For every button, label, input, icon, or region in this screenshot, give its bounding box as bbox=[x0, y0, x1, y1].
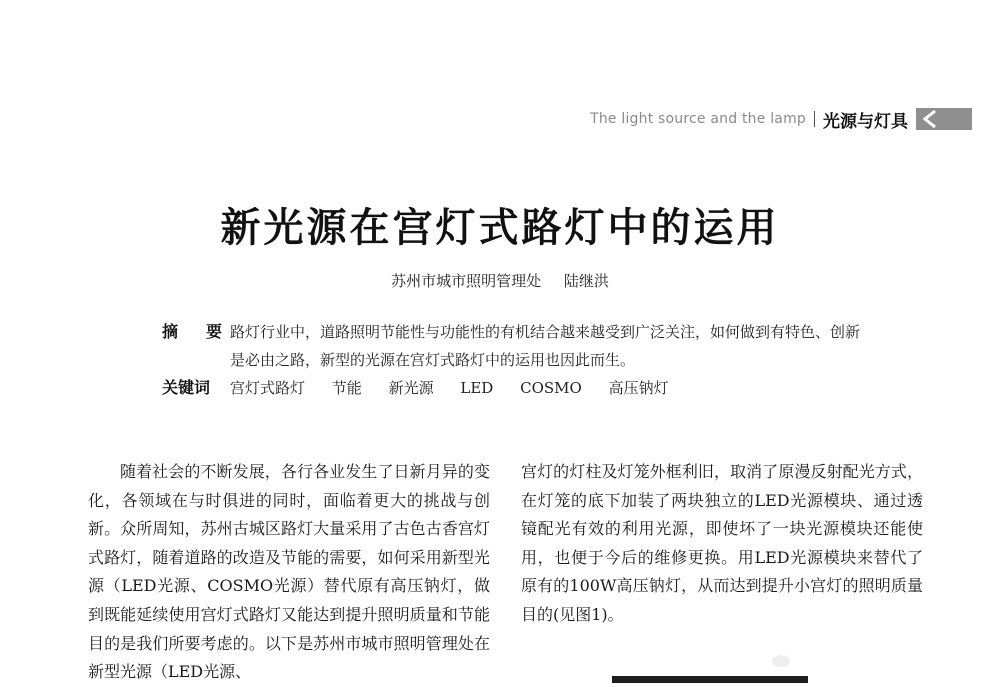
keyword: LED bbox=[460, 379, 494, 397]
author-affiliation: 苏州市城市照明管理处 bbox=[391, 272, 542, 290]
body-paragraph: 宫灯的灯柱及灯笼外框利旧，取消了原漫反射配光方式，在灯笼的底下加装了两块独立的LED光源模块、通过透镜配光有效的利用光源，即使坏了一块光源模块还能使用，也便于今后的维修更换。用LED光源模块来替代了原有的100W高压钠灯，从而达到提升小宫灯的照明质量目的(见图1)。 bbox=[521, 462, 923, 624]
section-title-chinese: 光源与灯具 bbox=[823, 111, 908, 132]
body-column-left bbox=[88, 458, 490, 687]
keywords-row bbox=[162, 374, 862, 402]
abstract-row bbox=[162, 318, 862, 374]
chevron-left-icon bbox=[920, 109, 940, 129]
keyword: COSMO bbox=[520, 379, 582, 397]
keyword: 宫灯式路灯 bbox=[230, 379, 306, 397]
keyword: 高压钠灯 bbox=[608, 379, 669, 397]
abstract-block bbox=[162, 318, 862, 402]
figure-1-top-edge bbox=[612, 676, 808, 683]
running-header bbox=[590, 106, 972, 132]
keyword: 新光源 bbox=[388, 379, 434, 397]
keyword: 节能 bbox=[331, 379, 362, 397]
abstract-label: 摘 要 bbox=[162, 322, 229, 341]
body-column-right bbox=[521, 458, 923, 630]
section-tab bbox=[916, 108, 972, 130]
keywords-list bbox=[230, 374, 862, 402]
article-title: 新光源在宫灯式路灯中的运用 bbox=[220, 205, 780, 251]
abstract-text: 路灯行业中，道路照明节能性与功能性的有机结合越来越受到广泛关注，如何做到有特色、创新是必由之路，新型的光源在宫灯式路灯中的运用也因此而生。 bbox=[230, 323, 861, 369]
body-paragraph: 随着社会的不断发展，各行各业发生了日新月异的变化，各领域在与时俱进的同时，面临着更大的挑战与创新。众所周知，苏州古城区路灯大量采用了古色古香宫灯式路灯，随着道路的改造及节能的需要，如何采用新型光源（LED光源、COSMO光源）替代原有高压钠灯，做到既能延续使用宫灯式路灯又能达到提升照明质量和节能目的是我们所要考虑的。以下是苏州市城市照明管理处在新型光源（LED光源、 bbox=[88, 462, 490, 682]
header-divider bbox=[814, 111, 815, 127]
byline bbox=[0, 270, 1000, 291]
figure-artifact bbox=[772, 655, 790, 667]
author-name: 陆继洪 bbox=[563, 272, 609, 290]
keywords-label: 关键词 bbox=[162, 378, 211, 397]
section-title-english: The light source and the lamp bbox=[590, 111, 806, 127]
